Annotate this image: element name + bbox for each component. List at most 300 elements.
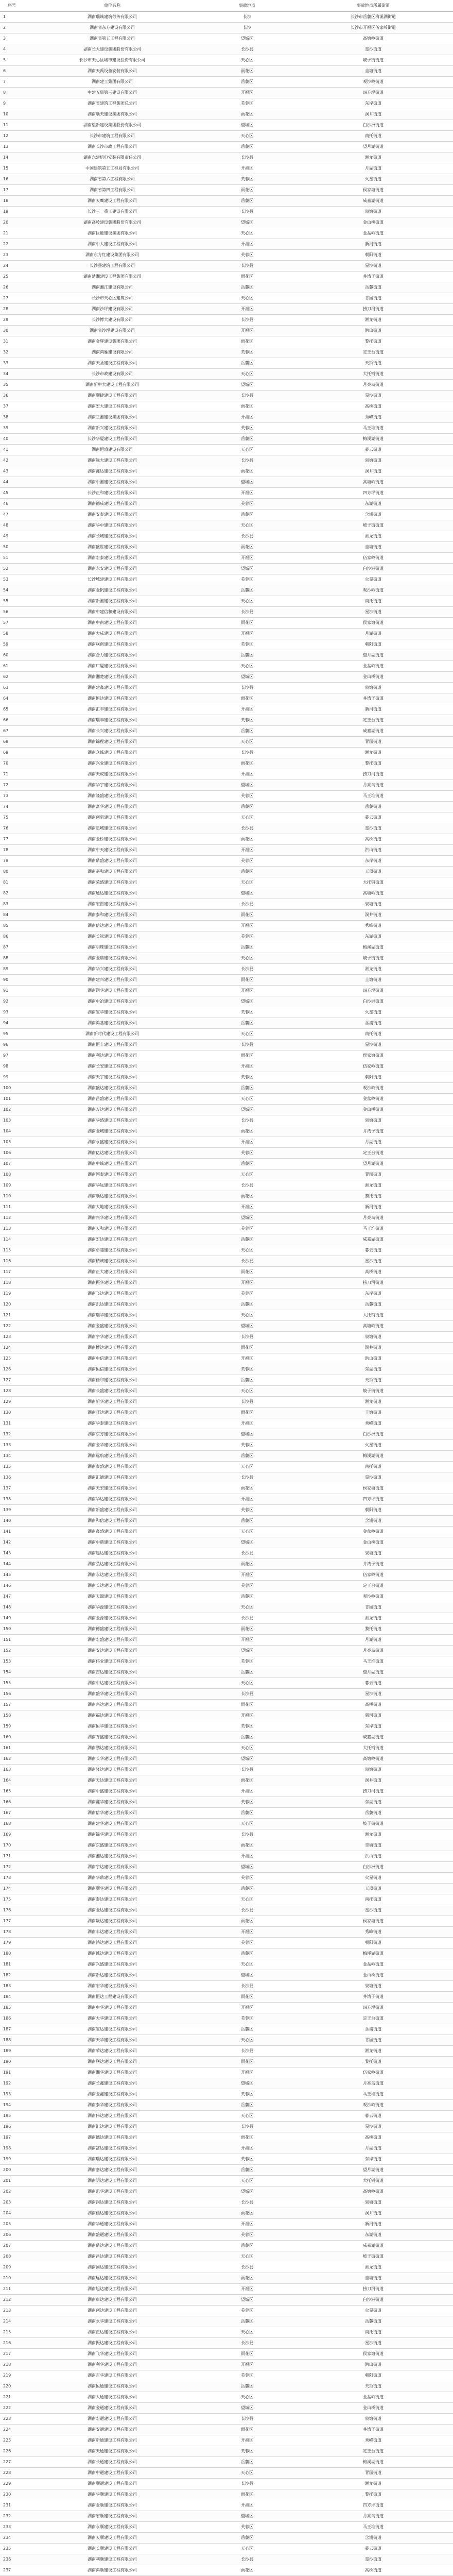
accident-street: 南托街道 — [293, 596, 453, 607]
accident-place: 望城区 — [201, 2295, 293, 2306]
unit-name: 湖南建工集团有限公司 — [24, 77, 201, 88]
accident-street: 星沙街道 — [293, 44, 453, 55]
table-row — [0, 1494, 453, 1505]
table-row — [0, 434, 453, 445]
unit-name: 湖南长兴建设工程有限公司 — [24, 726, 201, 737]
accident-place: 岳麓区 — [201, 2024, 293, 2035]
row-number: 101 — [0, 1094, 24, 1105]
accident-place: 长沙县 — [201, 207, 293, 217]
unit-name: 湖南望新建设集团股份有限公司 — [24, 120, 201, 131]
row-number: 18 — [0, 196, 24, 207]
accident-street: 东湖街道 — [293, 1364, 453, 1375]
row-number: 160 — [0, 1732, 24, 1743]
accident-street: 洞井街道 — [293, 109, 453, 120]
row-number: 22 — [0, 239, 24, 250]
unit-name: 湖南中建信和建设有限公司 — [24, 607, 201, 618]
unit-name: 湖南长城建设工程有限公司 — [24, 531, 201, 542]
accident-street: 星沙街道 — [293, 2554, 453, 2565]
table-row — [0, 1234, 453, 1245]
table-row — [0, 2544, 453, 2554]
accident-street: 侯家塘街道 — [293, 1916, 453, 1927]
row-number: 145 — [0, 1570, 24, 1581]
unit-name: 湖南泰盛建设工程有限公司 — [24, 1462, 201, 1472]
unit-name: 湖南金华建设工程有限公司 — [24, 1440, 201, 1451]
accident-street: 大托铺街道 — [293, 1310, 453, 1321]
accident-place: 岳麓区 — [201, 1948, 293, 1959]
accident-street: 洞井街道 — [293, 1775, 453, 1786]
accident-place: 望城区 — [201, 564, 293, 574]
row-number: 147 — [0, 1591, 24, 1602]
accident-place: 芙蓉区 — [201, 2089, 293, 2100]
unit-name: 湖南大成建设工程有限公司 — [24, 629, 201, 639]
unit-name: 湖南盛达建设工程有限公司 — [24, 1083, 201, 1094]
accident-place: 开福区 — [201, 553, 293, 564]
table-row — [0, 2262, 453, 2273]
row-number: 144 — [0, 1559, 24, 1570]
accident-place: 芙蓉区 — [201, 1224, 293, 1234]
unit-name: 湖南湘江建设有限公司 — [24, 282, 201, 293]
table-row — [0, 358, 453, 369]
accident-place: 开福区 — [201, 2003, 293, 2013]
accident-place: 芙蓉区 — [201, 250, 293, 261]
table-row — [0, 1451, 453, 1462]
table-row — [0, 2370, 453, 2381]
accident-place: 天心区 — [201, 2392, 293, 2403]
accident-street: 金山桥街道 — [293, 1970, 453, 1981]
row-number: 71 — [0, 769, 24, 780]
unit-name: 湖南天通建设工程有限公司 — [24, 2446, 201, 2457]
table-row — [0, 823, 453, 834]
accident-place: 天心区 — [201, 596, 293, 607]
row-number: 118 — [0, 1278, 24, 1289]
unit-name: 湖南鑫华建设工程有限公司 — [24, 1797, 201, 1808]
accident-street: 咸嘉湖街道 — [293, 726, 453, 737]
accident-street: 火星街道 — [293, 174, 453, 185]
accident-street: 泉塘街道 — [293, 455, 453, 466]
accident-place: 岳麓区 — [201, 1516, 293, 1527]
row-number: 225 — [0, 2435, 24, 2446]
table-row — [0, 2295, 453, 2306]
accident-place: 岳麓区 — [201, 1451, 293, 1462]
unit-name: 湖南弘达建设工程有限公司 — [24, 1559, 201, 1570]
table-row — [0, 780, 453, 791]
accident-street: 定王台街道 — [293, 2446, 453, 2457]
table-row — [0, 1927, 453, 1938]
unit-name: 湖南国达建设工程有限公司 — [24, 2262, 201, 2273]
unit-name: 湖南兴业建设工程有限公司 — [24, 758, 201, 769]
table-row — [0, 1213, 453, 1224]
accident-place: 长沙县 — [201, 1115, 293, 1126]
row-number: 8 — [0, 88, 24, 98]
unit-name: 长沙市建筑工程有限公司 — [24, 131, 201, 142]
accident-street: 秀峰街道 — [293, 2435, 453, 2446]
unit-name: 湖南万达建设工程有限公司 — [24, 1105, 201, 1115]
accident-street: 湘龙街道 — [293, 2046, 453, 2057]
table-row — [0, 1656, 453, 1667]
unit-name: 湖南恒达工程建设有限公司 — [24, 1992, 201, 2003]
row-number: 196 — [0, 2122, 24, 2132]
unit-name: 湖南宏大建设工程有限公司 — [24, 401, 201, 412]
row-number: 70 — [0, 758, 24, 769]
unit-name: 湖南顺通建设工程有限公司 — [24, 2479, 201, 2489]
accident-street: 泉塘街道 — [293, 207, 453, 217]
accident-place: 开福区 — [201, 1137, 293, 1148]
row-number: 129 — [0, 1397, 24, 1408]
unit-name: 湖南瑞达建设工程有限公司 — [24, 2154, 201, 2165]
table-row — [0, 1040, 453, 1050]
table-row — [0, 152, 453, 163]
accident-place: 开福区 — [201, 163, 293, 174]
accident-street: 黎托街道 — [293, 758, 453, 769]
accident-place: 雨花区 — [201, 758, 293, 769]
accident-street: 捞刀河街道 — [293, 1786, 453, 1797]
unit-name: 湖南新达建设工程有限公司 — [24, 1970, 201, 1981]
row-number: 2 — [0, 23, 24, 33]
accident-street: 黎托街道 — [293, 2057, 453, 2067]
unit-name: 湖南华通建设工程有限公司 — [24, 2219, 201, 2230]
row-number: 27 — [0, 293, 24, 304]
unit-name: 湖南明珠建设工程有限公司 — [24, 942, 201, 953]
table-row — [0, 2024, 453, 2035]
table-row — [0, 834, 453, 845]
row-number: 7 — [0, 77, 24, 88]
row-number: 201 — [0, 2176, 24, 2187]
row-number: 212 — [0, 2295, 24, 2306]
row-number: 103 — [0, 1115, 24, 1126]
table-row — [0, 261, 453, 272]
row-number: 10 — [0, 109, 24, 120]
table-row — [0, 2035, 453, 2046]
unit-name: 湖南华远建设工程有限公司 — [24, 1180, 201, 1191]
row-number: 173 — [0, 1873, 24, 1884]
row-number: 56 — [0, 607, 24, 618]
table-row — [0, 1938, 453, 1948]
accident-place: 芙蓉区 — [201, 931, 293, 942]
table-row — [0, 2360, 453, 2370]
unit-name: 长沙县建筑工程有限公司 — [24, 261, 201, 272]
row-number: 185 — [0, 2003, 24, 2013]
accident-street: 井湾子街道 — [293, 2425, 453, 2435]
accident-street: 金盆岭街道 — [293, 1959, 453, 1970]
unit-name: 湖南振达建设工程有限公司 — [24, 2338, 201, 2349]
accident-place: 开福区 — [201, 88, 293, 98]
row-number: 197 — [0, 2132, 24, 2143]
accident-street: 望月湖街道 — [293, 1159, 453, 1170]
accident-place: 天心区 — [201, 877, 293, 888]
unit-name: 湖南振华建设工程有限公司 — [24, 1278, 201, 1289]
accident-place: 天心区 — [201, 55, 293, 66]
table-row — [0, 2392, 453, 2403]
unit-name: 湖南飞达建设工程有限公司 — [24, 1289, 201, 1299]
unit-name: 湖南省东方建设有限公司 — [24, 23, 201, 33]
table-row — [0, 1386, 453, 1397]
table-row — [0, 1126, 453, 1137]
table-row — [0, 2306, 453, 2316]
accident-street: 咸嘉湖街道 — [293, 1234, 453, 1245]
accident-street: 月亮岛街道 — [293, 1646, 453, 1656]
accident-place: 望城区 — [201, 2078, 293, 2089]
accident-place: 天心区 — [201, 445, 293, 455]
accident-place: 开福区 — [201, 769, 293, 780]
accident-street: 高桥街道 — [293, 401, 453, 412]
unit-name: 湖南金桥建设工程有限公司 — [24, 834, 201, 845]
table-row — [0, 1148, 453, 1159]
accident-place: 芙蓉区 — [201, 423, 293, 434]
accident-street: 青园街道 — [293, 293, 453, 304]
unit-name: 湖南楚湘建设工程集团有限公司 — [24, 272, 201, 282]
accident-street: 南托街道 — [293, 1029, 453, 1040]
accident-place: 天心区 — [201, 1462, 293, 1472]
unit-name: 湖南正达建设工程有限公司 — [24, 2327, 201, 2338]
accident-place: 天心区 — [201, 2251, 293, 2262]
accident-street: 湘龙街道 — [293, 531, 453, 542]
unit-name: 湖南安通建设工程有限公司 — [24, 2425, 201, 2435]
table-row — [0, 1083, 453, 1094]
row-number: 222 — [0, 2403, 24, 2414]
accident-street: 湘龙街道 — [293, 1613, 453, 1624]
accident-street: 侯家塘街道 — [293, 1050, 453, 1061]
table-row — [0, 1245, 453, 1256]
accident-street: 朝阳街道 — [293, 1938, 453, 1948]
accident-place: 岳麓区 — [201, 2316, 293, 2327]
accident-place: 开福区 — [201, 1851, 293, 1862]
accident-place: 望城区 — [201, 888, 293, 899]
row-number: 128 — [0, 1386, 24, 1397]
table-row — [0, 791, 453, 802]
row-number: 69 — [0, 748, 24, 758]
accident-place: 长沙县 — [201, 261, 293, 272]
accident-place: 开福区 — [201, 1494, 293, 1505]
accident-place: 雨花区 — [201, 2349, 293, 2360]
table-row — [0, 369, 453, 380]
table-row — [0, 1094, 453, 1105]
table-row — [0, 1278, 453, 1289]
accident-place: 长沙县 — [201, 1040, 293, 1050]
row-number: 48 — [0, 520, 24, 531]
table-row — [0, 1115, 453, 1126]
row-number: 124 — [0, 1343, 24, 1353]
accident-street: 月湖街道 — [293, 1635, 453, 1646]
accident-street: 黎托街道 — [293, 2489, 453, 2500]
row-number: 210 — [0, 2273, 24, 2284]
accident-street: 星沙街道 — [293, 391, 453, 401]
accident-place: 开福区 — [201, 2143, 293, 2154]
unit-name: 湖南宏顺建设工程有限公司 — [24, 2511, 201, 2522]
row-number: 105 — [0, 1137, 24, 1148]
accident-street: 青园街道 — [293, 1602, 453, 1613]
row-number: 193 — [0, 2089, 24, 2100]
accident-street: 天顶街道 — [293, 1884, 453, 1894]
unit-name: 湖南中冶建设工程有限公司 — [24, 996, 201, 1007]
accident-place: 开福区 — [201, 1278, 293, 1289]
table-header — [0, 0, 453, 12]
row-number: 217 — [0, 2349, 24, 2360]
table-row — [0, 531, 453, 542]
accident-place: 天心区 — [201, 1678, 293, 1689]
accident-place: 雨花区 — [201, 1483, 293, 1494]
row-number: 166 — [0, 1797, 24, 1808]
unit-name: 中建五局第三建设有限公司 — [24, 88, 201, 98]
accident-street: 捞刀河街道 — [293, 2284, 453, 2295]
accident-place: 岳麓区 — [201, 650, 293, 661]
unit-name: 湖南新兴建设工程有限公司 — [24, 423, 201, 434]
accident-place: 开福区 — [201, 326, 293, 336]
table-row — [0, 98, 453, 109]
accident-street: 侯家塘街道 — [293, 2349, 453, 2360]
row-number: 54 — [0, 585, 24, 596]
accident-place: 雨花区 — [201, 66, 293, 77]
unit-name: 湖南省第四工程有限公司 — [24, 185, 201, 196]
accident-street: 梅溪湖街道 — [293, 2457, 453, 2468]
accident-street: 金山桥街道 — [293, 1105, 453, 1115]
accident-street: 长沙市开福区伍家岭街道 — [293, 23, 453, 33]
row-number: 62 — [0, 672, 24, 683]
row-number: 81 — [0, 877, 24, 888]
accident-street: 月亮岛街道 — [293, 1213, 453, 1224]
table-row — [0, 1418, 453, 1429]
accident-place: 长沙县 — [201, 152, 293, 163]
accident-place: 开福区 — [201, 2500, 293, 2511]
unit-name: 湖南永华建设工程有限公司 — [24, 2316, 201, 2327]
accident-street: 坡子街街道 — [293, 1819, 453, 1829]
accident-place: 长沙县 — [201, 455, 293, 466]
accident-street: 四方坪街道 — [293, 88, 453, 98]
table-row — [0, 812, 453, 823]
accident-place: 芙蓉区 — [201, 791, 293, 802]
unit-name: 湖南永顺建设工程有限公司 — [24, 2522, 201, 2533]
unit-name: 湖南宇华建设工程有限公司 — [24, 1332, 201, 1343]
table-row — [0, 888, 453, 899]
unit-name: 湖南华达建设工程有限公司 — [24, 1494, 201, 1505]
unit-name: 湖南天源建设工程有限公司 — [24, 1591, 201, 1602]
accident-place: 望城区 — [201, 477, 293, 488]
accident-street: 高塘岭街道 — [293, 33, 453, 44]
unit-name: 湖南永盛建设工程有限公司 — [24, 1137, 201, 1148]
accident-place: 岳麓区 — [201, 2100, 293, 2111]
unit-name: 湖南天达建设工程有限公司 — [24, 1775, 201, 1786]
accident-place: 望城区 — [201, 1321, 293, 1332]
accident-place: 芙蓉区 — [201, 1072, 293, 1083]
accident-place: 雨花区 — [201, 834, 293, 845]
row-number: 91 — [0, 986, 24, 996]
table-row — [0, 683, 453, 693]
row-number: 84 — [0, 910, 24, 921]
row-number: 99 — [0, 1072, 24, 1083]
accident-street: 白沙洲街道 — [293, 564, 453, 574]
accident-place: 岳麓区 — [201, 867, 293, 877]
row-number: 66 — [0, 715, 24, 726]
accident-place: 长沙县 — [201, 1765, 293, 1775]
unit-name: 湖南沙坪建设有限公司 — [24, 304, 201, 315]
row-number: 119 — [0, 1289, 24, 1299]
row-number: 207 — [0, 2241, 24, 2251]
row-number: 15 — [0, 163, 24, 174]
accident-street: 岳麓街道 — [293, 1808, 453, 1819]
accident-place: 芙蓉区 — [201, 1364, 293, 1375]
accident-place: 芙蓉区 — [201, 2370, 293, 2381]
table-row — [0, 693, 453, 704]
accident-street: 月亮岛街道 — [293, 780, 453, 791]
accident-place: 芙蓉区 — [201, 639, 293, 650]
table-row — [0, 2446, 453, 2457]
accident-street: 朝阳街道 — [293, 1505, 453, 1516]
unit-name: 湖南安泰建设工程有限公司 — [24, 510, 201, 520]
unit-name: 湖南中湘建设工程有限公司 — [24, 477, 201, 488]
accident-street: 高桥街道 — [293, 2132, 453, 2143]
table-row — [0, 499, 453, 510]
table-row — [0, 2251, 453, 2262]
table-row — [0, 1548, 453, 1559]
accident-street: 天顶街道 — [293, 1375, 453, 1386]
unit-name: 湖南佳和建设工程有限公司 — [24, 1375, 201, 1386]
accident-street: 高塘岭街道 — [293, 1754, 453, 1765]
row-number: 49 — [0, 531, 24, 542]
row-number: 182 — [0, 1970, 24, 1981]
accident-street: 暮云街道 — [293, 445, 453, 455]
table-row — [0, 1602, 453, 1613]
row-number: 14 — [0, 152, 24, 163]
table-row — [0, 574, 453, 585]
row-number: 161 — [0, 1743, 24, 1754]
accident-street: 火星街道 — [293, 1440, 453, 1451]
accident-street: 泉塘街道 — [293, 1548, 453, 1559]
table-row — [0, 77, 453, 88]
unit-name: 湖南中达建设工程有限公司 — [24, 1678, 201, 1689]
accident-place: 雨花区 — [201, 272, 293, 282]
accident-place: 芙蓉区 — [201, 1505, 293, 1516]
header-street: 事故地点所属街道 — [293, 0, 453, 12]
accident-place: 雨花区 — [201, 2489, 293, 2500]
accident-street: 洪山街道 — [293, 1353, 453, 1364]
table-row — [0, 196, 453, 207]
unit-name: 湖南长鑫建设工程有限公司 — [24, 2078, 201, 2089]
unit-name: 长沙市天心区城市建设投资有限公司 — [24, 55, 201, 66]
table-row — [0, 2078, 453, 2089]
row-number: 76 — [0, 823, 24, 834]
unit-name: 湖南瑞华建设工程有限公司 — [24, 1310, 201, 1321]
accident-street: 月湖街道 — [293, 163, 453, 174]
accident-place: 芙蓉区 — [201, 574, 293, 585]
accident-street: 含浦街道 — [293, 2024, 453, 2035]
unit-name: 湖南省第六工程有限公司 — [24, 174, 201, 185]
accident-street: 马王堆街道 — [293, 423, 453, 434]
table-row — [0, 2316, 453, 2327]
row-number: 64 — [0, 693, 24, 704]
accident-place: 雨花区 — [201, 542, 293, 553]
accident-street: 泉塘街道 — [293, 683, 453, 693]
table-row — [0, 2003, 453, 2013]
accident-place: 岳麓区 — [201, 1083, 293, 1094]
row-number: 44 — [0, 477, 24, 488]
table-row — [0, 564, 453, 574]
table-row — [0, 2132, 453, 2143]
row-number: 89 — [0, 964, 24, 975]
unit-name: 湖南天顺建设工程有限公司 — [24, 2533, 201, 2544]
unit-name: 湖南新通建设工程有限公司 — [24, 2435, 201, 2446]
accident-place: 雨花区 — [201, 1050, 293, 1061]
row-number: 224 — [0, 2425, 24, 2435]
row-number: 110 — [0, 1191, 24, 1202]
table-row — [0, 228, 453, 239]
row-number: 68 — [0, 737, 24, 748]
unit-name: 湖南瑞诚建筑劳务有限公司 — [24, 12, 201, 23]
table-row — [0, 1678, 453, 1689]
table-row — [0, 1808, 453, 1819]
unit-name: 湖南天宇建设工程有限公司 — [24, 1072, 201, 1083]
unit-name: 湖南泰和建设工程有限公司 — [24, 910, 201, 921]
accident-place: 长沙县 — [201, 2262, 293, 2273]
row-number: 120 — [0, 1299, 24, 1310]
